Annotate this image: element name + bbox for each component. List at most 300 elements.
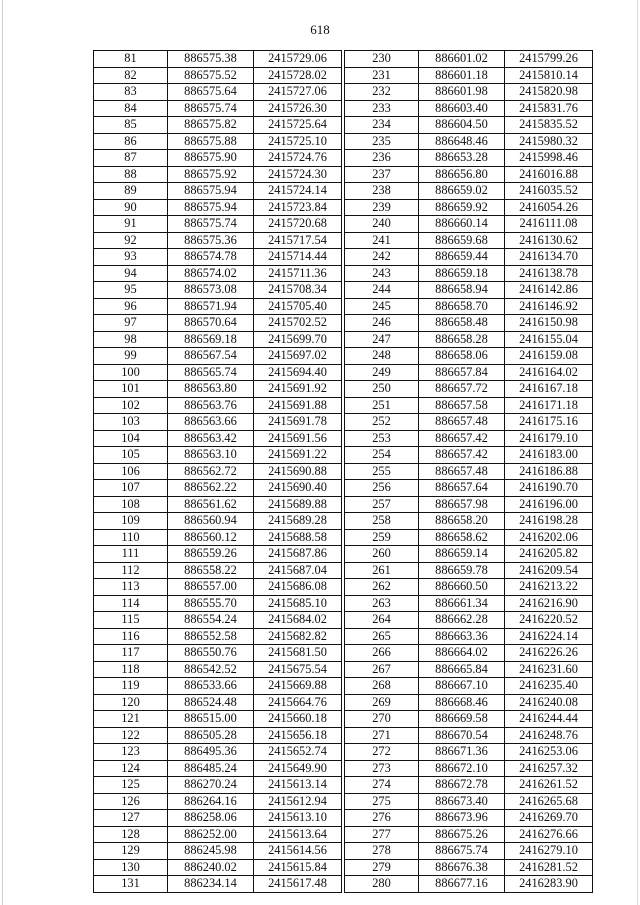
table-row: [345, 282, 593, 299]
x-coordinate-cell: 886575.92: [168, 166, 254, 183]
y-coordinate-cell: 2415664.76: [254, 694, 342, 711]
y-coordinate-cell: 2416016.88: [505, 166, 593, 183]
x-coordinate-cell: 886659.68: [419, 232, 505, 249]
x-coordinate-cell: 886661.34: [419, 595, 505, 612]
x-coordinate-cell: 886575.74: [168, 100, 254, 117]
y-coordinate-cell: 2415656.18: [254, 727, 342, 744]
y-coordinate-cell: 2415613.10: [254, 810, 342, 827]
point-number-cell: 114: [94, 595, 168, 612]
table-row: [345, 777, 593, 794]
point-number-cell: 95: [94, 282, 168, 299]
y-coordinate-cell: 2415820.98: [505, 84, 593, 101]
point-number-cell: 280: [345, 876, 419, 893]
point-number-cell: 115: [94, 612, 168, 629]
point-number-cell: 120: [94, 694, 168, 711]
x-coordinate-cell: 886658.62: [419, 529, 505, 546]
x-coordinate-cell: 886563.10: [168, 447, 254, 464]
y-coordinate-cell: 2415617.48: [254, 876, 342, 893]
point-number-cell: 263: [345, 595, 419, 612]
table-row: [94, 414, 342, 431]
point-number-cell: 90: [94, 199, 168, 216]
x-coordinate-cell: 886563.42: [168, 430, 254, 447]
table-row: [94, 216, 342, 233]
y-coordinate-cell: 2415727.06: [254, 84, 342, 101]
y-coordinate-cell: 2416213.22: [505, 579, 593, 596]
y-coordinate-cell: 2415697.02: [254, 348, 342, 365]
y-coordinate-cell: 2415810.14: [505, 67, 593, 84]
point-number-cell: 118: [94, 661, 168, 678]
y-coordinate-cell: 2415681.50: [254, 645, 342, 662]
coordinate-tables: [93, 50, 593, 893]
table-row: [94, 133, 342, 150]
x-coordinate-cell: 886672.78: [419, 777, 505, 794]
point-number-cell: 131: [94, 876, 168, 893]
point-number-cell: 119: [94, 678, 168, 695]
table-row: [94, 480, 342, 497]
table-row: [94, 810, 342, 827]
y-coordinate-cell: 2415724.14: [254, 183, 342, 200]
point-number-cell: 250: [345, 381, 419, 398]
table-row: [345, 744, 593, 761]
table-row: [345, 546, 593, 563]
x-coordinate-cell: 886601.98: [419, 84, 505, 101]
y-coordinate-cell: 2415690.88: [254, 463, 342, 480]
y-coordinate-cell: 2415717.54: [254, 232, 342, 249]
y-coordinate-cell: 2415675.54: [254, 661, 342, 678]
y-coordinate-cell: 2415694.40: [254, 364, 342, 381]
y-coordinate-cell: 2416196.00: [505, 496, 593, 513]
point-number-cell: 117: [94, 645, 168, 662]
point-number-cell: 245: [345, 298, 419, 315]
point-number-cell: 253: [345, 430, 419, 447]
y-coordinate-cell: 2415725.10: [254, 133, 342, 150]
point-number-cell: 265: [345, 628, 419, 645]
point-number-cell: 240: [345, 216, 419, 233]
x-coordinate-cell: 886662.28: [419, 612, 505, 629]
x-coordinate-cell: 886533.66: [168, 678, 254, 695]
x-coordinate-cell: 886240.02: [168, 859, 254, 876]
y-coordinate-cell: 2415687.04: [254, 562, 342, 579]
table-row: [94, 117, 342, 134]
y-coordinate-cell: 2415660.18: [254, 711, 342, 728]
x-coordinate-cell: 886664.02: [419, 645, 505, 662]
point-number-cell: 235: [345, 133, 419, 150]
table-row: [345, 826, 593, 843]
y-coordinate-cell: 2416276.66: [505, 826, 593, 843]
x-coordinate-cell: 886495.36: [168, 744, 254, 761]
x-coordinate-cell: 886648.46: [419, 133, 505, 150]
x-coordinate-cell: 886675.26: [419, 826, 505, 843]
y-coordinate-cell: 2415723.84: [254, 199, 342, 216]
table-row: [345, 364, 593, 381]
table-row: [345, 100, 593, 117]
x-coordinate-cell: 886552.58: [168, 628, 254, 645]
x-coordinate-cell: 886657.58: [419, 397, 505, 414]
point-number-cell: 84: [94, 100, 168, 117]
table-row: [345, 447, 593, 464]
table-row: [94, 348, 342, 365]
y-coordinate-cell: 2416202.06: [505, 529, 593, 546]
point-number-cell: 237: [345, 166, 419, 183]
table-row: [345, 463, 593, 480]
table-row: [345, 760, 593, 777]
table-row: [345, 678, 593, 695]
x-coordinate-cell: 886656.80: [419, 166, 505, 183]
table-row: [94, 249, 342, 266]
table-row: [345, 67, 593, 84]
table-row: [345, 348, 593, 365]
x-coordinate-cell: 886657.72: [419, 381, 505, 398]
point-number-cell: 81: [94, 51, 168, 68]
y-coordinate-cell: 2416054.26: [505, 199, 593, 216]
x-coordinate-cell: 886574.78: [168, 249, 254, 266]
y-coordinate-cell: 2416164.02: [505, 364, 593, 381]
point-number-cell: 126: [94, 793, 168, 810]
y-coordinate-cell: 2415613.14: [254, 777, 342, 794]
x-coordinate-cell: 886573.08: [168, 282, 254, 299]
point-number-cell: 236: [345, 150, 419, 167]
y-coordinate-cell: 2416159.08: [505, 348, 593, 365]
page-number: 618: [310, 22, 330, 37]
table-row: [345, 381, 593, 398]
x-coordinate-cell: 886252.00: [168, 826, 254, 843]
point-number-cell: 100: [94, 364, 168, 381]
y-coordinate-cell: 2415729.06: [254, 51, 342, 68]
table-row: [94, 711, 342, 728]
point-number-cell: 241: [345, 232, 419, 249]
table-row: [345, 496, 593, 513]
table-row: [345, 430, 593, 447]
x-coordinate-cell: 886657.98: [419, 496, 505, 513]
y-coordinate-cell: 2416279.10: [505, 843, 593, 860]
x-coordinate-cell: 886658.06: [419, 348, 505, 365]
x-coordinate-cell: 886575.74: [168, 216, 254, 233]
point-number-cell: 248: [345, 348, 419, 365]
y-coordinate-cell: 2415613.64: [254, 826, 342, 843]
table-row: [345, 397, 593, 414]
table-row: [94, 51, 342, 68]
y-coordinate-cell: 2416261.52: [505, 777, 593, 794]
table-row: [345, 628, 593, 645]
x-coordinate-cell: 886663.36: [419, 628, 505, 645]
y-coordinate-cell: 2415705.40: [254, 298, 342, 315]
x-coordinate-cell: 886653.28: [419, 150, 505, 167]
y-coordinate-cell: 2416269.70: [505, 810, 593, 827]
y-coordinate-cell: 2415691.56: [254, 430, 342, 447]
table-row: [94, 381, 342, 398]
x-coordinate-cell: 886569.18: [168, 331, 254, 348]
point-number-cell: 256: [345, 480, 419, 497]
point-number-cell: 98: [94, 331, 168, 348]
table-row: [94, 562, 342, 579]
x-coordinate-cell: 886657.42: [419, 430, 505, 447]
table-row: [94, 315, 342, 332]
table-row: [345, 843, 593, 860]
table-row: [94, 430, 342, 447]
x-coordinate-cell: 886659.18: [419, 265, 505, 282]
table-row: [345, 810, 593, 827]
table-row: [94, 546, 342, 563]
table-row: [94, 612, 342, 629]
table-row: [94, 678, 342, 695]
y-coordinate-cell: 2416253.06: [505, 744, 593, 761]
x-coordinate-cell: 886258.06: [168, 810, 254, 827]
y-coordinate-cell: 2415615.84: [254, 859, 342, 876]
point-number-cell: 125: [94, 777, 168, 794]
point-number-cell: 113: [94, 579, 168, 596]
point-number-cell: 86: [94, 133, 168, 150]
y-coordinate-cell: 2415691.78: [254, 414, 342, 431]
point-number-cell: 93: [94, 249, 168, 266]
table-row: [94, 628, 342, 645]
table-row: [94, 826, 342, 843]
point-number-cell: 230: [345, 51, 419, 68]
y-coordinate-cell: 2416235.40: [505, 678, 593, 695]
y-coordinate-cell: 2416179.10: [505, 430, 593, 447]
point-number-cell: 127: [94, 810, 168, 827]
table-row: [94, 397, 342, 414]
x-coordinate-cell: 886601.18: [419, 67, 505, 84]
y-coordinate-cell: 2415690.40: [254, 480, 342, 497]
point-number-cell: 107: [94, 480, 168, 497]
x-coordinate-cell: 886575.82: [168, 117, 254, 134]
point-number-cell: 116: [94, 628, 168, 645]
x-coordinate-cell: 886660.14: [419, 216, 505, 233]
table-row: [94, 265, 342, 282]
table-row: [345, 216, 593, 233]
point-number-cell: 122: [94, 727, 168, 744]
y-coordinate-cell: 2415689.88: [254, 496, 342, 513]
point-number-cell: 104: [94, 430, 168, 447]
y-coordinate-cell: 2415702.52: [254, 315, 342, 332]
table-row: [345, 117, 593, 134]
point-number-cell: 244: [345, 282, 419, 299]
point-number-cell: 231: [345, 67, 419, 84]
x-coordinate-cell: 886658.48: [419, 315, 505, 332]
x-coordinate-cell: 886550.76: [168, 645, 254, 662]
x-coordinate-cell: 886515.00: [168, 711, 254, 728]
x-coordinate-cell: 886658.70: [419, 298, 505, 315]
table-row: [94, 727, 342, 744]
point-number-cell: 239: [345, 199, 419, 216]
x-coordinate-cell: 886575.64: [168, 84, 254, 101]
table-row: [94, 777, 342, 794]
x-coordinate-cell: 886575.36: [168, 232, 254, 249]
point-number-cell: 270: [345, 711, 419, 728]
x-coordinate-cell: 886575.94: [168, 183, 254, 200]
scan-edge-right: [637, 0, 638, 905]
x-coordinate-cell: 886575.88: [168, 133, 254, 150]
point-number-cell: 82: [94, 67, 168, 84]
x-coordinate-cell: 886524.48: [168, 694, 254, 711]
x-coordinate-cell: 886557.00: [168, 579, 254, 596]
table-row: [345, 562, 593, 579]
table-row: [94, 843, 342, 860]
y-coordinate-cell: 2416150.98: [505, 315, 593, 332]
x-coordinate-cell: 886574.02: [168, 265, 254, 282]
y-coordinate-cell: 2416281.52: [505, 859, 593, 876]
x-coordinate-cell: 886570.64: [168, 315, 254, 332]
table-row: [345, 612, 593, 629]
point-number-cell: 271: [345, 727, 419, 744]
table-row: [94, 496, 342, 513]
x-coordinate-cell: 886563.66: [168, 414, 254, 431]
y-coordinate-cell: 2416224.14: [505, 628, 593, 645]
y-coordinate-cell: 2416198.28: [505, 513, 593, 530]
x-coordinate-cell: 886558.22: [168, 562, 254, 579]
table-row: [345, 51, 593, 68]
x-coordinate-cell: 886571.94: [168, 298, 254, 315]
y-coordinate-cell: 2415980.32: [505, 133, 593, 150]
x-coordinate-cell: 886245.98: [168, 843, 254, 860]
x-coordinate-cell: 886562.22: [168, 480, 254, 497]
x-coordinate-cell: 886561.62: [168, 496, 254, 513]
y-coordinate-cell: 2416171.18: [505, 397, 593, 414]
x-coordinate-cell: 886264.16: [168, 793, 254, 810]
point-number-cell: 101: [94, 381, 168, 398]
point-number-cell: 264: [345, 612, 419, 629]
table-row: [345, 315, 593, 332]
x-coordinate-cell: 886560.12: [168, 529, 254, 546]
x-coordinate-cell: 886234.14: [168, 876, 254, 893]
table-row: [94, 694, 342, 711]
coordinate-table-right: [344, 50, 593, 893]
table-row: [94, 595, 342, 612]
y-coordinate-cell: 2415614.56: [254, 843, 342, 860]
table-row: [345, 199, 593, 216]
y-coordinate-cell: 2415684.02: [254, 612, 342, 629]
y-coordinate-cell: 2416205.82: [505, 546, 593, 563]
table-row: [94, 166, 342, 183]
x-coordinate-cell: 886659.92: [419, 199, 505, 216]
table-row: [345, 166, 593, 183]
point-number-cell: 96: [94, 298, 168, 315]
table-row: [94, 744, 342, 761]
table-row: [345, 579, 593, 596]
y-coordinate-cell: 2416283.90: [505, 876, 593, 893]
x-coordinate-cell: 886658.20: [419, 513, 505, 530]
y-coordinate-cell: 2415689.28: [254, 513, 342, 530]
point-number-cell: 129: [94, 843, 168, 860]
x-coordinate-cell: 886562.72: [168, 463, 254, 480]
y-coordinate-cell: 2415799.26: [505, 51, 593, 68]
y-coordinate-cell: 2415699.70: [254, 331, 342, 348]
point-number-cell: 268: [345, 678, 419, 695]
y-coordinate-cell: 2415726.30: [254, 100, 342, 117]
x-coordinate-cell: 886567.54: [168, 348, 254, 365]
y-coordinate-cell: 2416167.18: [505, 381, 593, 398]
coordinate-table-left: [93, 50, 342, 893]
x-coordinate-cell: 886660.50: [419, 579, 505, 596]
y-coordinate-cell: 2416142.86: [505, 282, 593, 299]
point-number-cell: 99: [94, 348, 168, 365]
y-coordinate-cell: 2416216.90: [505, 595, 593, 612]
x-coordinate-cell: 886677.16: [419, 876, 505, 893]
y-coordinate-cell: 2416155.04: [505, 331, 593, 348]
y-coordinate-cell: 2415649.90: [254, 760, 342, 777]
table-row: [94, 859, 342, 876]
point-number-cell: 85: [94, 117, 168, 134]
x-coordinate-cell: 886670.54: [419, 727, 505, 744]
x-coordinate-cell: 886667.10: [419, 678, 505, 695]
x-coordinate-cell: 886657.42: [419, 447, 505, 464]
table-row: [345, 298, 593, 315]
table-row: [94, 84, 342, 101]
table-row: [94, 645, 342, 662]
point-number-cell: 246: [345, 315, 419, 332]
x-coordinate-cell: 886604.50: [419, 117, 505, 134]
point-number-cell: 252: [345, 414, 419, 431]
table-row: [345, 331, 593, 348]
y-coordinate-cell: 2415682.82: [254, 628, 342, 645]
x-coordinate-cell: 886559.26: [168, 546, 254, 563]
table-row: [345, 480, 593, 497]
y-coordinate-cell: 2415691.88: [254, 397, 342, 414]
x-coordinate-cell: 886665.84: [419, 661, 505, 678]
x-coordinate-cell: 886659.14: [419, 546, 505, 563]
table-row: [94, 199, 342, 216]
coordinate-table-left-body: [94, 51, 342, 893]
x-coordinate-cell: 886673.96: [419, 810, 505, 827]
x-coordinate-cell: 886575.52: [168, 67, 254, 84]
point-number-cell: 124: [94, 760, 168, 777]
point-number-cell: 251: [345, 397, 419, 414]
y-coordinate-cell: 2415728.02: [254, 67, 342, 84]
point-number-cell: 257: [345, 496, 419, 513]
table-row: [345, 711, 593, 728]
table-row: [94, 579, 342, 596]
point-number-cell: 123: [94, 744, 168, 761]
table-row: [345, 876, 593, 893]
y-coordinate-cell: 2416175.16: [505, 414, 593, 431]
point-number-cell: 267: [345, 661, 419, 678]
point-number-cell: 121: [94, 711, 168, 728]
x-coordinate-cell: 886603.40: [419, 100, 505, 117]
x-coordinate-cell: 886658.28: [419, 331, 505, 348]
x-coordinate-cell: 886672.10: [419, 760, 505, 777]
table-row: [345, 793, 593, 810]
x-coordinate-cell: 886554.24: [168, 612, 254, 629]
y-coordinate-cell: 2416226.26: [505, 645, 593, 662]
point-number-cell: 92: [94, 232, 168, 249]
table-row: [345, 249, 593, 266]
table-row: [345, 84, 593, 101]
point-number-cell: 102: [94, 397, 168, 414]
point-number-cell: 261: [345, 562, 419, 579]
x-coordinate-cell: 886669.58: [419, 711, 505, 728]
y-coordinate-cell: 2415688.58: [254, 529, 342, 546]
table-row: [94, 100, 342, 117]
table-row: [345, 529, 593, 546]
table-row: [94, 661, 342, 678]
table-row: [345, 183, 593, 200]
table-row: [345, 727, 593, 744]
table-row: [94, 298, 342, 315]
point-number-cell: 275: [345, 793, 419, 810]
y-coordinate-cell: 2416183.00: [505, 447, 593, 464]
y-coordinate-cell: 2415652.74: [254, 744, 342, 761]
x-coordinate-cell: 886555.70: [168, 595, 254, 612]
y-coordinate-cell: 2416186.88: [505, 463, 593, 480]
point-number-cell: 103: [94, 414, 168, 431]
y-coordinate-cell: 2415708.34: [254, 282, 342, 299]
y-coordinate-cell: 2415725.64: [254, 117, 342, 134]
y-coordinate-cell: 2416220.52: [505, 612, 593, 629]
x-coordinate-cell: 886485.24: [168, 760, 254, 777]
table-row: [345, 414, 593, 431]
y-coordinate-cell: 2416209.54: [505, 562, 593, 579]
table-row: [94, 282, 342, 299]
